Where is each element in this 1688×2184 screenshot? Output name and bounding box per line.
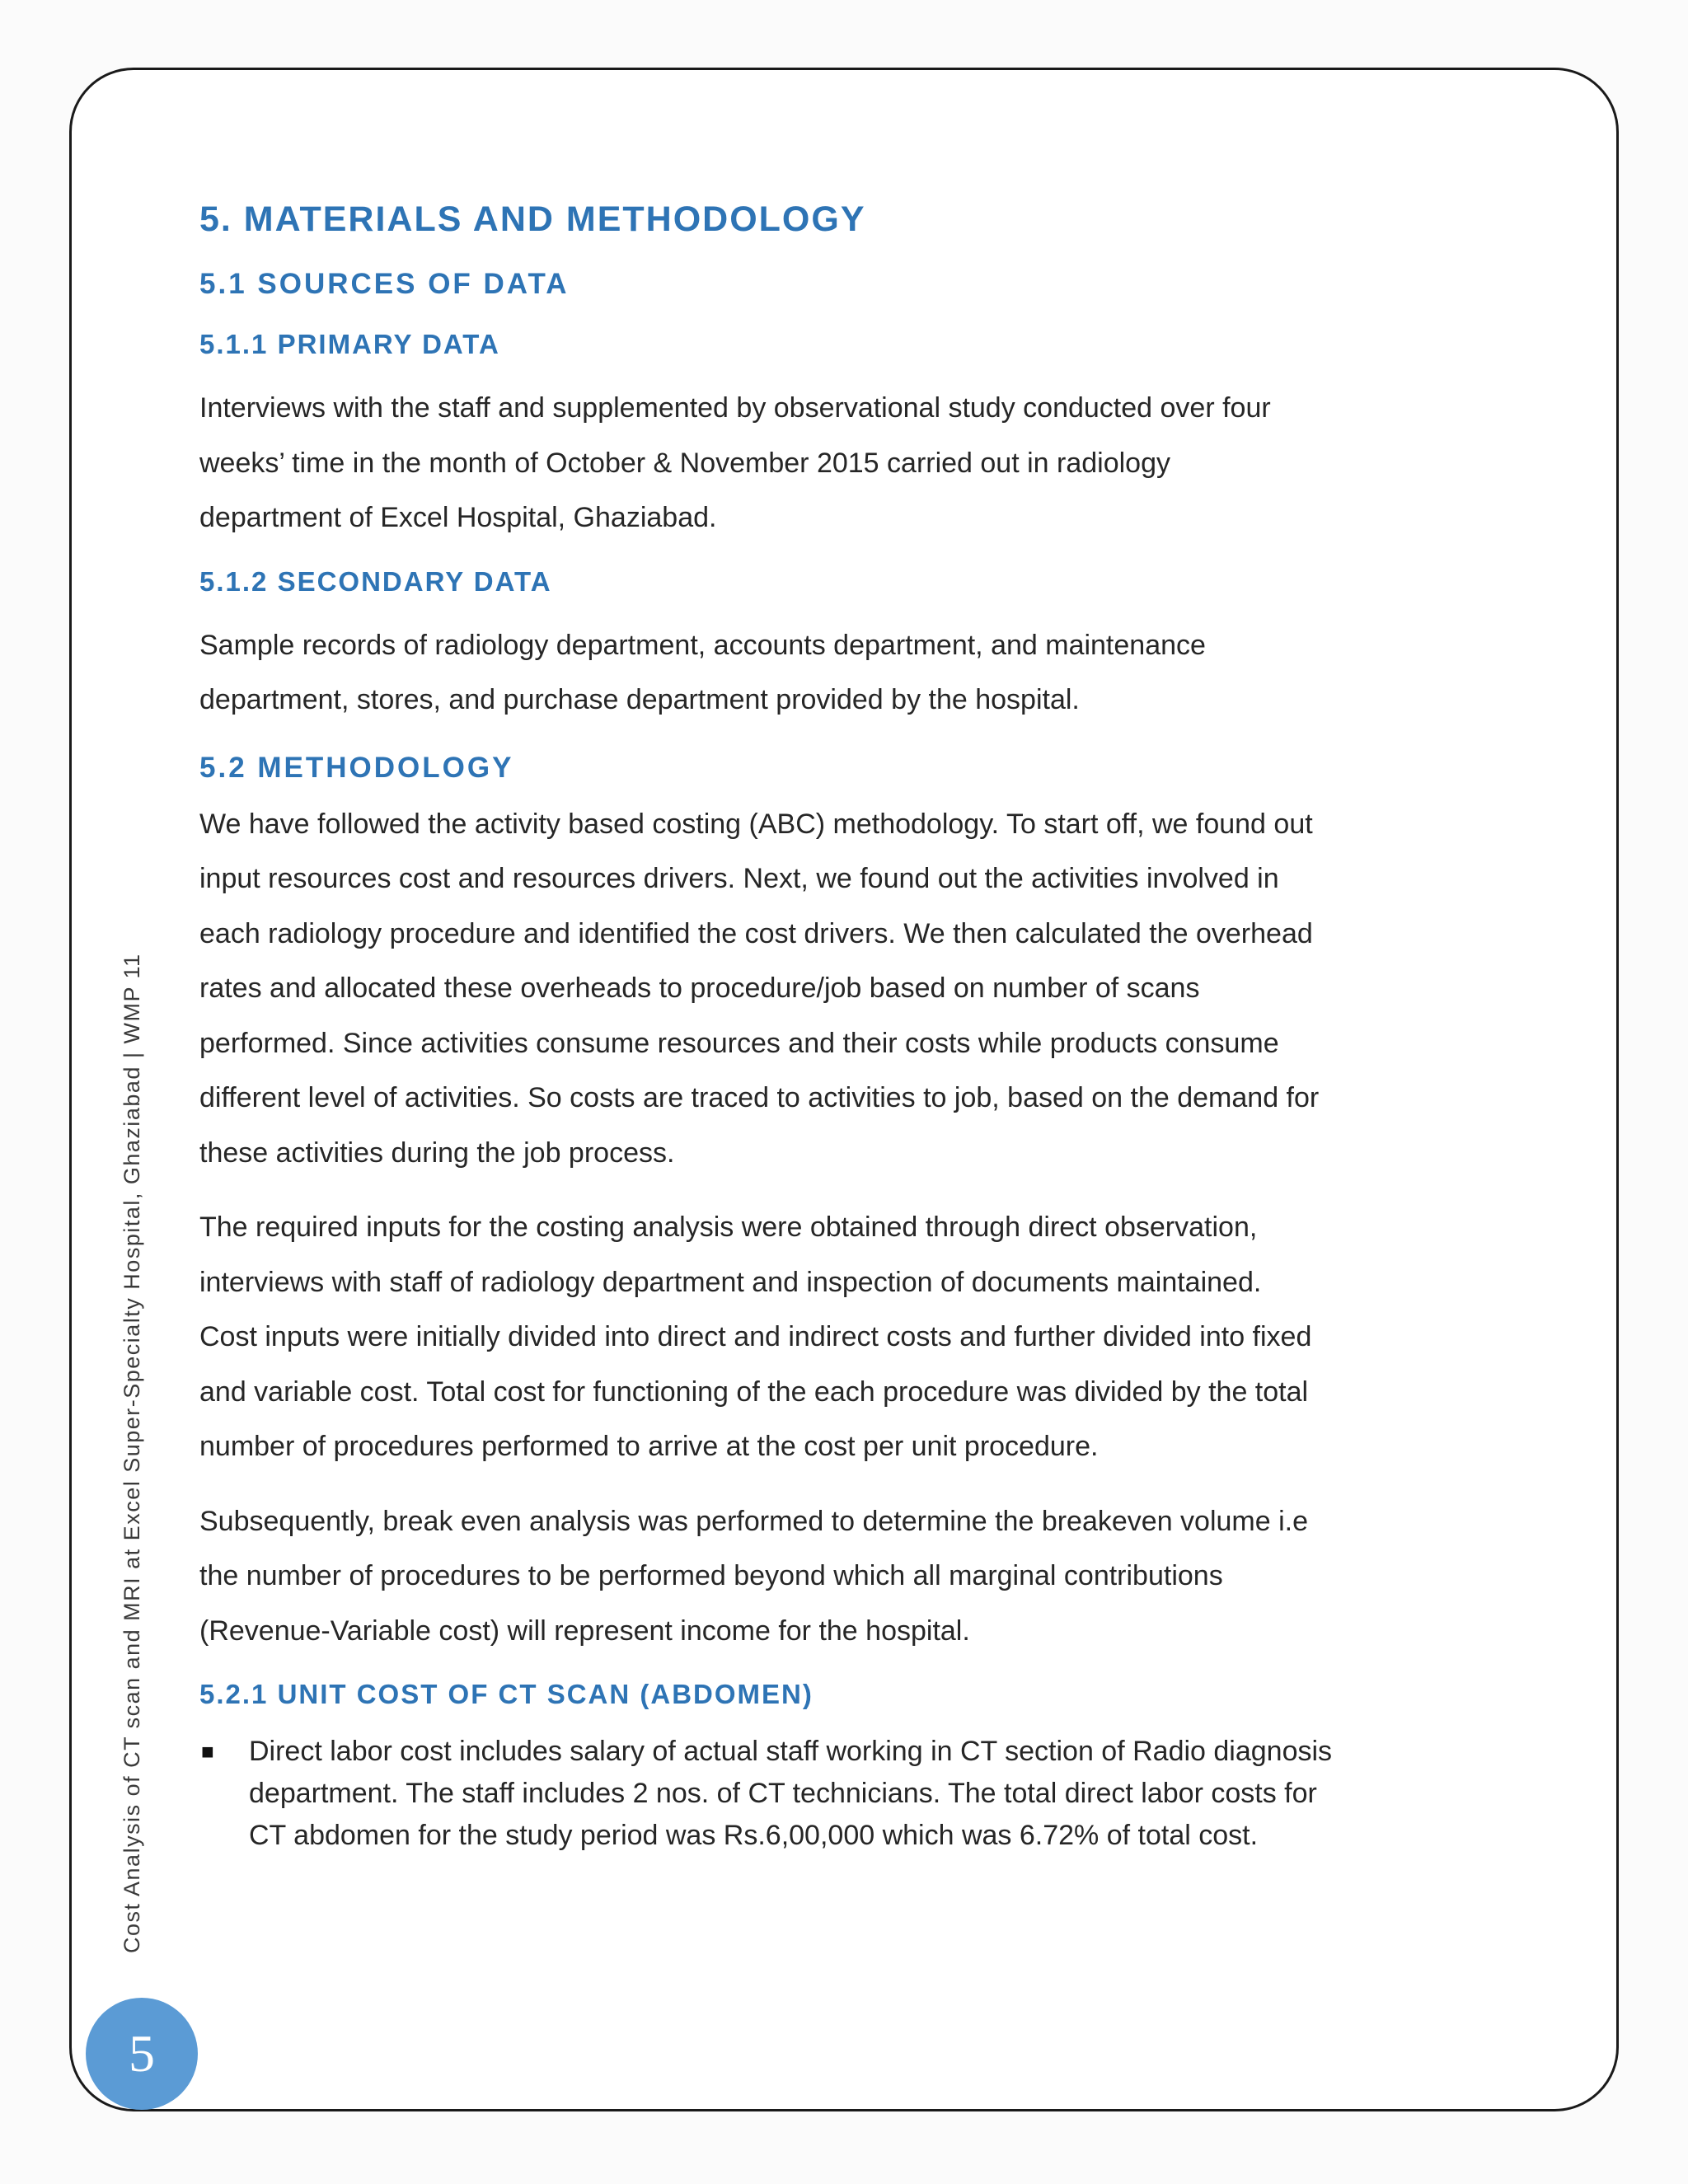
- paragraph-line: interviews with staff of radiology department and inspection of documents maintained.: [199, 1266, 1262, 1298]
- paragraph-line: and variable cost. Total cost for functioning of the each procedure was divided by the total: [199, 1376, 1309, 1408]
- bullet-line: Direct labor cost includes salary of actual staff working in CT section of Radio diagnosis: [249, 1736, 1333, 1767]
- page-content: [199, 181, 1502, 1857]
- section-heading-unit-cost-ct: 5.2.1 UNIT COST OF CT SCAN (ABDOMEN): [199, 1679, 814, 1709]
- bullet-line: CT abdomen for the study period was Rs.6,00,000 which was 6.72% of total cost.: [249, 1820, 1259, 1851]
- paragraph-line: department of Excel Hospital, Ghaziabad.: [199, 502, 717, 533]
- square-bullet-icon: ■: [201, 1739, 214, 1764]
- paragraph-line: input resources cost and resources drivers. Next, we found out the activities involved in: [199, 863, 1279, 894]
- paragraph-line: the number of procedures to be performed beyond which all marginal contributions: [199, 1560, 1223, 1591]
- section-heading-primary-data: 5.1.1 PRIMARY DATA: [199, 329, 500, 359]
- paragraph-line: these activities during the job process.: [199, 1137, 675, 1169]
- paragraph-methodology-breakeven: [199, 1494, 1502, 1659]
- bullet-line: department. The staff includes 2 nos. of CT technicians. The total direct labor costs for: [249, 1778, 1317, 1809]
- paragraph-line: rates and allocated these overheads to procedure/job based on number of scans: [199, 972, 1200, 1004]
- section-heading-secondary-data: 5.1.2 SECONDARY DATA: [199, 565, 552, 597]
- paragraph-line: The required inputs for the costing analysis were obtained through direct observation,: [199, 1212, 1258, 1243]
- section-heading-materials-methodology: 5. MATERIALS AND METHODOLOGY: [199, 199, 866, 239]
- page-number-badge: 5: [86, 1998, 198, 2110]
- paragraph-secondary-data: [199, 618, 1502, 728]
- paragraph-line: Subsequently, break even analysis was performed to determine the breakeven volume i.e: [199, 1505, 1309, 1537]
- paragraph-line: Interviews with the staff and supplemented by observational study conducted over four: [199, 392, 1271, 424]
- list-item: [199, 1731, 1502, 1857]
- side-running-title: Cost Analysis of CT scan and MRI at Excel Super-Specialty Hospital, Ghaziabad | WMP 11: [120, 953, 144, 1953]
- paragraph-methodology-abc: [199, 797, 1502, 1181]
- paragraph-line: weeks’ time in the month of October & November 2015 carried out in radiology: [199, 447, 1170, 479]
- paragraph-line: We have followed the activity based costing (ABC) methodology. To start off, we found out: [199, 808, 1313, 840]
- paragraph-line: (Revenue-Variable cost) will represent income for the hospital.: [199, 1615, 970, 1647]
- paragraph-line: different level of activities. So costs are traced to activities to job, based on the demand for: [199, 1082, 1320, 1113]
- paragraph-line: Cost inputs were initially divided into direct and indirect costs and further divided into fixed: [199, 1321, 1312, 1352]
- section-heading-sources-of-data: 5.1 SOURCES OF DATA: [199, 268, 570, 300]
- paragraph-primary-data: [199, 381, 1502, 546]
- section-heading-methodology: 5.2 METHODOLOGY: [199, 751, 514, 784]
- bullet-list: [199, 1731, 1502, 1857]
- paragraph-line: Sample records of radiology department, accounts department, and maintenance: [199, 629, 1206, 661]
- paragraph-line: each radiology procedure and identified the cost drivers. We then calculated the overhead: [199, 917, 1313, 949]
- paragraph-line: number of procedures performed to arrive at the cost per unit procedure.: [199, 1431, 1099, 1462]
- paragraph-methodology-inputs: [199, 1200, 1502, 1474]
- paragraph-line: performed. Since activities consume resources and their costs while products consume: [199, 1027, 1279, 1059]
- paragraph-line: department, stores, and purchase department provided by the hospital.: [199, 684, 1080, 715]
